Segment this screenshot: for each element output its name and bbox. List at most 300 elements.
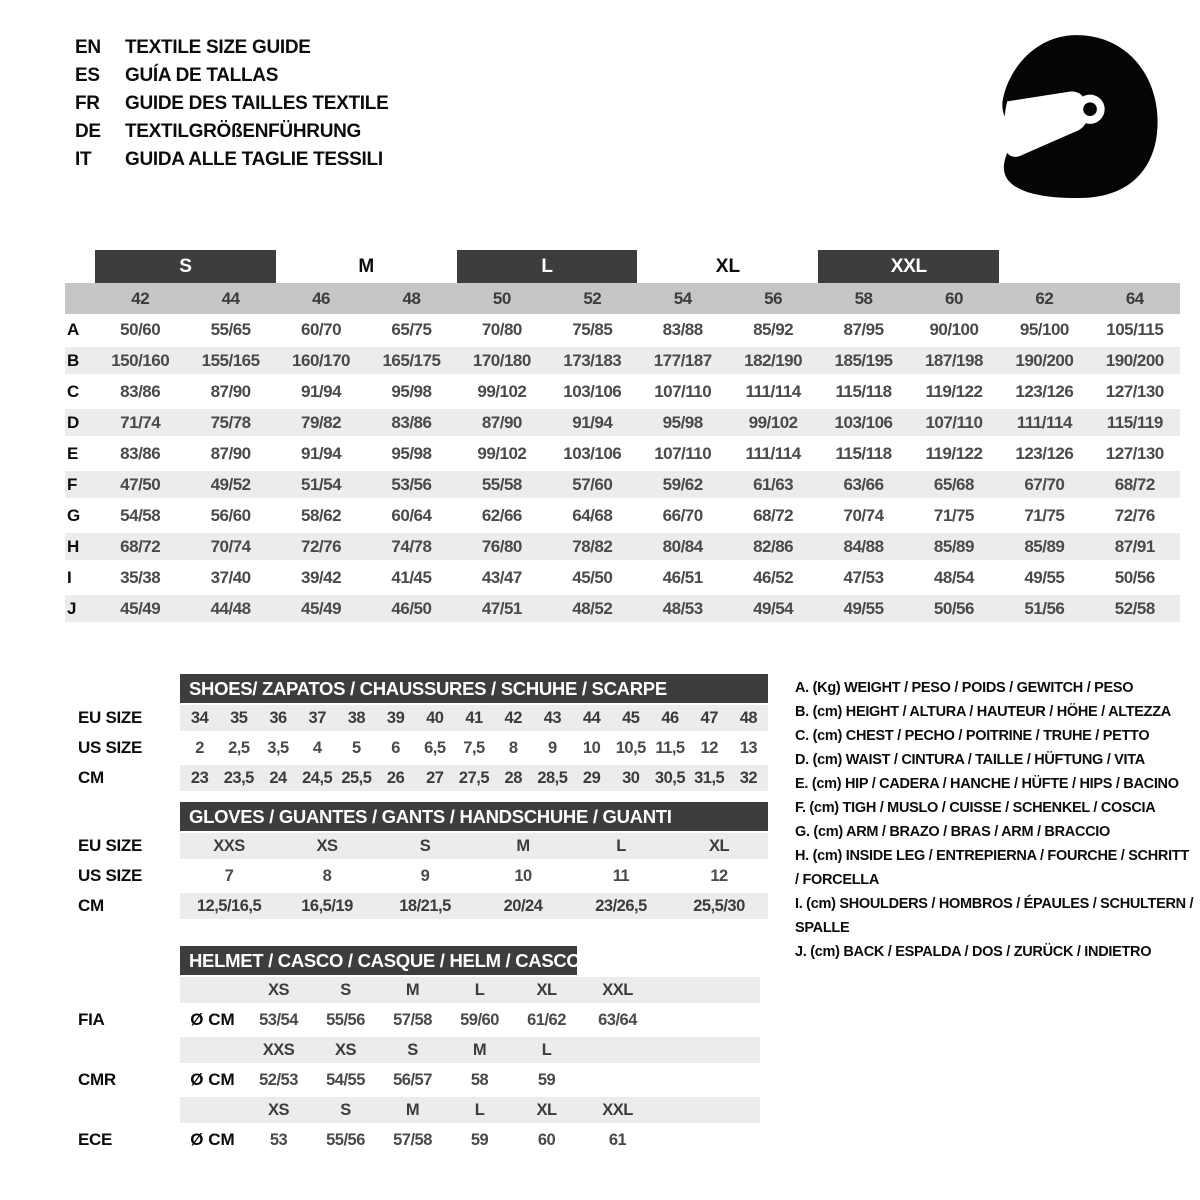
size-value-cell: 16,5/19 — [301, 896, 353, 915]
helmet-size-header: L — [474, 1100, 485, 1119]
size-value-cell: 36 — [269, 708, 287, 727]
size-value-cell: 27,5 — [458, 768, 490, 787]
helmet-size-header: S — [340, 1100, 351, 1119]
table-row — [65, 438, 1180, 469]
measure-value-cell: 123/126 — [1015, 381, 1074, 401]
size-value-cell: 47 — [700, 708, 718, 727]
language-code: IT — [75, 149, 92, 170]
language-title-row — [75, 62, 388, 90]
measure-value-cell: 71/75 — [1024, 505, 1065, 525]
measure-value-cell: 83/86 — [120, 381, 161, 401]
size-group-header-row — [65, 250, 1180, 283]
size-value-cell: 24 — [269, 768, 287, 787]
measure-value-cell: 123/126 — [1015, 443, 1074, 463]
row-side-label: FIA — [78, 1010, 105, 1029]
measure-value-cell: 91/94 — [301, 443, 342, 463]
helmet-size-header: M — [405, 1100, 420, 1119]
size-value-cell: 5 — [352, 738, 361, 757]
size-column-header: 50 — [492, 288, 511, 308]
diameter-unit-label: Ø CM — [190, 1130, 235, 1149]
table-row — [65, 562, 1180, 593]
measure-value-cell: 72/76 — [301, 536, 342, 556]
shoes-size-table — [65, 674, 768, 793]
measure-value-cell: 127/130 — [1105, 381, 1164, 401]
helmet-size-value: 53 — [269, 1130, 288, 1149]
language-code: ES — [75, 65, 100, 86]
measure-value-cell: 71/75 — [933, 505, 974, 525]
measure-value-cell: 48/53 — [662, 598, 703, 618]
guide-title: GUIDA ALLE TAGLIE TESSILI — [125, 149, 383, 170]
measure-value-cell: 67/70 — [1024, 474, 1065, 494]
measure-value-cell: 115/118 — [835, 381, 892, 401]
row-letter-label: H — [67, 536, 80, 556]
measure-value-cell: 72/76 — [1114, 505, 1155, 525]
row-cells — [180, 891, 768, 921]
table-row — [65, 1005, 760, 1035]
helmet-size-value: 57/58 — [393, 1130, 432, 1149]
measure-value-cell: 76/80 — [481, 536, 522, 556]
size-value-cell: 13 — [739, 738, 758, 757]
measure-value-cell: 41/45 — [391, 567, 432, 587]
measure-value-cell: 70/74 — [843, 505, 884, 525]
measure-value-cell: 60/64 — [391, 505, 432, 525]
helmet-size-table — [65, 946, 760, 1155]
size-value-cell: XXS — [213, 836, 245, 855]
size-value-cell: 31,5 — [694, 768, 725, 787]
size-value-cell: 20/24 — [503, 896, 543, 915]
measure-value-cell: 90/100 — [929, 319, 979, 339]
measure-value-cell: 49/54 — [753, 598, 794, 618]
measure-value-cell: 63/66 — [843, 474, 884, 494]
measure-value-cell: 95/98 — [391, 443, 432, 463]
guide-title: GUIDE DES TAILLES TEXTILE — [125, 93, 389, 114]
size-value-cell: 29 — [582, 768, 601, 787]
measure-value-cell: 111/114 — [1016, 412, 1072, 432]
measure-value-cell: 127/130 — [1105, 443, 1164, 463]
measure-value-cell: 185/195 — [834, 350, 893, 370]
size-value-cell: 28 — [504, 768, 522, 787]
size-value-cell: 34 — [190, 708, 209, 727]
size-column-header: 56 — [764, 288, 783, 308]
size-value-cell: 6,5 — [424, 738, 446, 757]
helmet-size-header: XXL — [602, 980, 633, 999]
measure-value-cell: 49/55 — [1024, 567, 1065, 587]
measure-value-cell: 62/66 — [481, 505, 522, 525]
size-value-cell: 46 — [661, 708, 679, 727]
measure-value-cell: 84/88 — [843, 536, 884, 556]
table-row — [65, 1035, 760, 1065]
measure-value-cell: 45/50 — [572, 567, 613, 587]
helmet-size-value: 61/62 — [527, 1010, 566, 1029]
measure-value-cell: 46/50 — [391, 598, 432, 618]
legend-item: G. (cm) ARM / BRAZO / BRAS / ARM / BRACCIO — [795, 824, 1110, 840]
guide-title: TEXTILE SIZE GUIDE — [125, 37, 311, 58]
measure-value-cell: 61/63 — [753, 474, 794, 494]
language-title-row — [75, 34, 388, 62]
measure-value-cell: 95/98 — [391, 381, 432, 401]
size-value-cell: 39 — [386, 708, 405, 727]
helmet-size-value: 53/54 — [259, 1010, 298, 1029]
size-column-header: 42 — [131, 288, 150, 308]
row-cells — [180, 1035, 760, 1065]
helmet-size-value: 55/56 — [326, 1010, 365, 1029]
table-row — [65, 376, 1180, 407]
helmet-size-value: 57/58 — [393, 1010, 432, 1029]
table-row — [65, 831, 768, 861]
measure-value-cell: 111/114 — [745, 381, 801, 401]
helmet-size-value: 52/53 — [259, 1070, 298, 1089]
language-code: FR — [75, 93, 100, 114]
legend-item: H. (cm) INSIDE LEG / ENTREPIERNA / FOURCHE / SCHRITT / FORCELLA — [795, 848, 1189, 888]
measure-value-cell: 105/115 — [1106, 319, 1164, 339]
row-cells — [180, 763, 768, 793]
row-cells — [180, 1065, 760, 1095]
measure-value-cell: 107/110 — [654, 443, 712, 463]
size-value-cell: 25,5 — [341, 768, 372, 787]
measure-value-cell: 68/72 — [120, 536, 161, 556]
helmet-size-value: 58 — [470, 1070, 489, 1089]
size-value-cell: 43 — [543, 708, 562, 727]
size-value-cell: 42 — [504, 708, 522, 727]
measure-value-cell: 99/102 — [477, 443, 527, 463]
measure-value-cell: 99/102 — [477, 381, 527, 401]
row-letter-label: C — [67, 381, 80, 401]
size-value-cell: 12 — [700, 738, 718, 757]
size-value-cell: 45 — [622, 708, 640, 727]
measure-value-cell: 47/51 — [481, 598, 522, 618]
table-row — [65, 593, 1180, 624]
guide-title: TEXTILGRÖßENFÜHRUNG — [125, 121, 362, 142]
measure-value-cell: 91/94 — [301, 381, 342, 401]
racing-helmet-icon — [975, 28, 1170, 206]
measure-value-cell: 91/94 — [572, 412, 613, 432]
legend-item: F. (cm) TIGH / MUSLO / CUISSE / SCHENKEL / COSCIA — [795, 800, 1156, 816]
size-value-cell: 44 — [582, 708, 601, 727]
table-row — [65, 469, 1180, 500]
textile-size-table — [65, 250, 1180, 624]
row-letter-label: E — [67, 443, 79, 463]
row-cells — [180, 975, 760, 1005]
legend-item: J. (cm) BACK / ESPALDA / DOS / ZURÜCK / INDIETRO — [795, 944, 1152, 960]
size-value-cell: 18/21,5 — [399, 896, 451, 915]
measure-value-cell: 111/114 — [745, 443, 801, 463]
measure-value-cell: 47/50 — [120, 474, 161, 494]
helmet-size-header: M — [405, 980, 420, 999]
measure-value-cell: 55/58 — [481, 474, 522, 494]
measure-value-cell: 70/80 — [481, 319, 522, 339]
row-side-label: US SIZE — [78, 738, 143, 757]
size-value-cell: 11,5 — [655, 738, 685, 757]
table-row — [65, 531, 1180, 562]
measure-value-cell: 56/60 — [210, 505, 251, 525]
size-value-cell: 25,5/30 — [693, 896, 745, 915]
measure-value-cell: 80/84 — [662, 536, 703, 556]
size-value-cell: 8 — [508, 738, 518, 757]
size-value-cell: 27 — [426, 768, 444, 787]
language-title-row — [75, 90, 388, 118]
size-value-cell: 24,5 — [302, 768, 333, 787]
measure-value-cell: 119/122 — [925, 381, 983, 401]
legend-item: I. (cm) SHOULDERS / HOMBROS / ÉPAULES / SCHULTERN / SPALLE — [795, 896, 1194, 936]
size-value-cell: 48 — [739, 708, 758, 727]
measure-value-cell: 60/70 — [301, 319, 342, 339]
measure-value-cell: 53/56 — [391, 474, 432, 494]
measure-value-cell: 71/74 — [120, 412, 161, 432]
size-value-cell: 7,5 — [463, 738, 485, 757]
helmet-size-value: 59 — [537, 1070, 556, 1089]
row-side-label — [65, 1035, 180, 1065]
size-value-cell: 8 — [322, 866, 332, 885]
table-row — [65, 861, 768, 891]
measure-value-cell: 43/47 — [481, 567, 522, 587]
row-side-label: CMR — [78, 1070, 116, 1089]
size-value-cell: 3,5 — [267, 738, 289, 757]
helmet-size-value: 56/57 — [393, 1070, 432, 1089]
measure-value-cell: 50/56 — [933, 598, 974, 618]
table-row — [65, 1065, 760, 1095]
measure-value-cell: 65/68 — [933, 474, 974, 494]
size-value-cell: 9 — [548, 738, 557, 757]
row-side-label: CM — [78, 896, 104, 915]
measure-value-cell: 95/98 — [662, 412, 703, 432]
row-cells — [180, 1125, 760, 1155]
helmet-size-value: 55/56 — [326, 1130, 365, 1149]
size-value-cell: 23/26,5 — [595, 896, 647, 915]
row-cells — [180, 733, 768, 763]
row-side-label: EU SIZE — [78, 708, 143, 727]
legend-item: E. (cm) HIP / CADERA / HANCHE / HÜFTE / HIPS / BACINO — [795, 776, 1179, 792]
size-column-header: 48 — [402, 288, 421, 308]
measure-value-cell: 65/75 — [391, 319, 432, 339]
size-value-cell: 9 — [420, 866, 430, 885]
size-value-cell: XS — [316, 836, 338, 855]
legend-item: D. (cm) WAIST / CINTURA / TAILLE / HÜFTUNG / VITA — [795, 752, 1145, 768]
legend-item: A. (Kg) WEIGHT / PESO / POIDS / GEWITCH / PESO — [795, 680, 1134, 696]
measure-value-cell: 107/110 — [925, 412, 983, 432]
measurement-legend — [795, 676, 1195, 964]
measure-value-cell: 155/165 — [201, 350, 260, 370]
measure-value-cell: 45/49 — [120, 598, 161, 618]
size-value-cell: 35 — [230, 708, 248, 727]
measure-value-cell: 170/180 — [472, 350, 531, 370]
measure-value-cell: 85/92 — [753, 319, 794, 339]
size-value-cell: L — [616, 836, 626, 855]
table-row — [65, 733, 768, 763]
helmet-size-header: L — [474, 980, 485, 999]
helmet-size-value: 63/64 — [598, 1010, 637, 1029]
size-value-cell: 41 — [465, 708, 483, 727]
measure-value-cell: 39/42 — [301, 567, 342, 587]
measure-value-cell: 50/56 — [1114, 567, 1155, 587]
language-code: EN — [75, 37, 101, 58]
measure-value-cell: 85/89 — [933, 536, 974, 556]
measure-value-cell: 48/54 — [933, 567, 974, 587]
racing-helmet-icon-svg — [975, 28, 1170, 206]
measure-value-cell: 75/78 — [210, 412, 251, 432]
helmet-size-header: S — [340, 980, 351, 999]
row-side-label — [65, 975, 180, 1005]
measure-value-cell: 51/56 — [1024, 598, 1065, 618]
measure-value-cell: 160/170 — [292, 350, 350, 370]
table-row — [65, 703, 768, 733]
measure-value-cell: 165/175 — [382, 350, 441, 370]
table-row — [65, 1125, 760, 1155]
measure-value-cell: 190/200 — [1015, 350, 1074, 370]
measure-value-cell: 75/85 — [572, 319, 613, 339]
helmet-size-value: 59 — [470, 1130, 489, 1149]
row-side-label: ECE — [78, 1130, 113, 1149]
measure-value-cell: 87/90 — [210, 381, 251, 401]
measure-value-cell: 50/60 — [120, 319, 161, 339]
measure-value-cell: 35/38 — [120, 567, 161, 587]
measure-value-cell: 177/187 — [653, 350, 712, 370]
row-cells — [180, 1095, 760, 1125]
shoes-section-header: SHOES/ ZAPATOS / CHAUSSURES / SCHUHE / SCARPE — [180, 674, 768, 703]
size-value-cell: 2 — [195, 738, 204, 757]
measure-value-cell: 150/160 — [111, 350, 170, 370]
measure-value-cell: 103/106 — [563, 443, 622, 463]
measure-value-cell: 46/51 — [662, 567, 703, 587]
helmet-size-header: M — [472, 1040, 487, 1059]
measure-value-cell: 68/72 — [1114, 474, 1155, 494]
measure-value-cell: 66/70 — [662, 505, 703, 525]
table-row — [65, 1095, 760, 1125]
language-title-row — [75, 146, 388, 174]
measure-value-cell: 83/86 — [391, 412, 432, 432]
size-column-header: 64 — [1125, 288, 1144, 308]
size-group-s: S — [95, 250, 276, 283]
guide-title: GUÍA DE TALLAS — [125, 65, 279, 86]
measure-value-cell: 78/82 — [572, 536, 613, 556]
numeric-size-header-row — [65, 283, 1180, 314]
helmet-size-header: L — [541, 1040, 552, 1059]
size-column-header: 54 — [673, 288, 692, 308]
helmet-size-header: XL — [536, 980, 557, 999]
gloves-section-header: GLOVES / GUANTES / GANTS / HANDSCHUHE / GUANTI — [180, 802, 768, 831]
helmet-size-value: 61 — [608, 1130, 627, 1149]
measure-value-cell: 48/52 — [572, 598, 613, 618]
diameter-unit-label: Ø CM — [190, 1010, 235, 1029]
measure-value-cell: 115/119 — [1106, 412, 1163, 432]
helmet-size-header: S — [407, 1040, 418, 1059]
measure-value-cell: 87/91 — [1114, 536, 1155, 556]
size-value-cell: 2,5 — [228, 738, 250, 757]
textile-measure-rows — [65, 314, 1180, 624]
helmet-size-value: 54/55 — [326, 1070, 365, 1089]
row-letter-label: D — [67, 412, 80, 432]
measure-value-cell: 83/86 — [120, 443, 161, 463]
row-cells — [180, 861, 768, 891]
measure-value-cell: 190/200 — [1105, 350, 1164, 370]
helmet-size-value: 60 — [537, 1130, 556, 1149]
measure-value-cell: 49/55 — [843, 598, 884, 618]
helmet-size-header: XS — [267, 1100, 289, 1119]
row-letter-label: I — [67, 567, 72, 587]
row-side-label: EU SIZE — [78, 836, 143, 855]
row-letter-label: F — [67, 474, 78, 494]
measure-value-cell: 173/183 — [563, 350, 622, 370]
helmet-size-header: XS — [267, 980, 289, 999]
helmet-size-header: XXL — [602, 1100, 633, 1119]
size-value-cell: 30 — [622, 768, 640, 787]
measure-value-cell: 95/100 — [1019, 319, 1069, 339]
size-value-cell: 4 — [312, 738, 322, 757]
table-row — [65, 314, 1180, 345]
size-value-cell: 28,5 — [537, 768, 568, 787]
measure-value-cell: 58/62 — [301, 505, 342, 525]
measure-value-cell: 74/78 — [391, 536, 432, 556]
size-value-cell: XL — [708, 836, 730, 855]
size-value-cell: 37 — [308, 708, 326, 727]
size-value-cell: 32 — [739, 768, 758, 787]
size-column-header: 46 — [312, 288, 330, 308]
table-row — [65, 500, 1180, 531]
row-side-label: CM — [78, 768, 104, 787]
row-letter-label: G — [67, 505, 81, 525]
size-group-xl: XL — [715, 255, 741, 277]
helmet-size-header: XL — [536, 1100, 557, 1119]
size-value-cell: 26 — [386, 768, 405, 787]
measure-value-cell: 119/122 — [925, 443, 983, 463]
measure-value-cell: 103/106 — [563, 381, 622, 401]
measure-value-cell: 87/90 — [210, 443, 251, 463]
measure-value-cell: 99/102 — [748, 412, 798, 432]
size-value-cell: 23,5 — [223, 768, 254, 787]
row-letter-label: B — [67, 350, 80, 370]
row-cells — [180, 831, 768, 861]
language-title-list — [75, 34, 388, 174]
measure-value-cell: 54/58 — [120, 505, 161, 525]
table-row — [65, 763, 768, 793]
size-value-cell: 12,5/16,5 — [196, 896, 262, 915]
measure-value-cell: 70/74 — [210, 536, 251, 556]
size-value-cell: 10,5 — [615, 738, 646, 757]
measure-value-cell: 83/88 — [662, 319, 703, 339]
language-title-row — [75, 118, 388, 146]
helmet-size-value: 59/60 — [460, 1010, 499, 1029]
measure-value-cell: 52/58 — [1114, 598, 1155, 618]
size-value-cell: 10 — [582, 738, 601, 757]
size-value-cell: 6 — [391, 738, 400, 757]
measure-value-cell: 45/49 — [301, 598, 342, 618]
table-row — [65, 345, 1180, 376]
measure-value-cell: 182/190 — [744, 350, 803, 370]
table-row — [65, 975, 760, 1005]
gloves-size-table — [65, 802, 768, 921]
measure-value-cell: 46/52 — [753, 567, 794, 587]
helmet-size-header: XS — [334, 1040, 356, 1059]
size-value-cell: M — [516, 836, 530, 855]
measure-value-cell: 55/65 — [210, 319, 251, 339]
language-code: DE — [75, 121, 101, 142]
measure-value-cell: 64/68 — [572, 505, 613, 525]
size-column-header: 58 — [854, 288, 873, 308]
row-letter-label: A — [67, 319, 80, 339]
size-column-header: 44 — [221, 288, 240, 308]
measure-value-cell: 87/90 — [481, 412, 522, 432]
size-column-header: 52 — [583, 288, 602, 308]
legend-item: C. (cm) CHEST / PECHO / POITRINE / TRUHE / PETTO — [795, 728, 1150, 744]
measure-value-cell: 68/72 — [753, 505, 794, 525]
size-value-cell: 38 — [347, 708, 366, 727]
size-value-cell: 7 — [224, 866, 234, 885]
measure-value-cell: 82/86 — [753, 536, 794, 556]
size-group-spacer — [65, 250, 95, 283]
size-value-cell: 23 — [190, 768, 209, 787]
helmet-section-header: HELMET / CASCO / CASQUE / HELM / CASCO — [180, 946, 577, 975]
measure-value-cell: 85/89 — [1024, 536, 1065, 556]
legend-item: B. (cm) HEIGHT / ALTURA / HAUTEUR / HÖHE / ALTEZZA — [795, 704, 1171, 720]
